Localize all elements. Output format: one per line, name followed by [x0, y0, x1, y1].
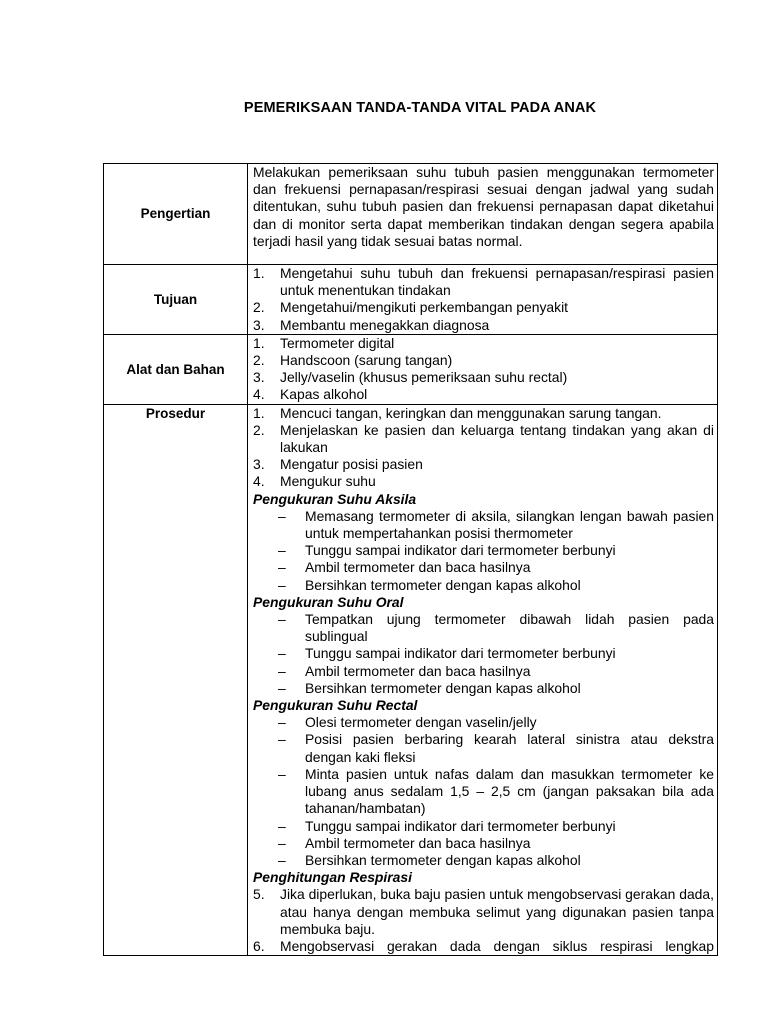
- list-item: – Tunggu sampai indikator dari termometer berbunyi: [278, 817, 616, 834]
- list-item: – Tunggu sampai indikator dari termometer berbunyi: [278, 645, 616, 662]
- list-item: 3. Mengatur posisi pasien: [253, 456, 423, 473]
- list-item: – Olesi termometer dengan vaselin/jelly: [278, 714, 537, 731]
- label-pengertian: Pengertian: [104, 164, 248, 265]
- list-item: 3. Membantu menegakkan diagnosa: [253, 316, 490, 333]
- tujuan-list: [253, 265, 714, 334]
- alat-list: [253, 335, 714, 404]
- label-prosedur: Prosedur: [104, 404, 248, 956]
- row-prosedur: [104, 404, 718, 956]
- list-item: – Bersihkan termometer dengan kapas alkohol: [278, 851, 581, 868]
- prosedur-steps: [253, 405, 714, 491]
- list-item: 3. Jelly/vaselin (khusus pemeriksaan suhu rectal): [253, 369, 568, 386]
- list-item: 5. Jika diperlukan, buka baju pasien untuk mengobservasi gerakan dada, atau hanya dengan membuka selimut yang digunakan pasien tanpa membuka baju.: [253, 886, 714, 937]
- list-item: 2. Menjelaskan ke pasien dan keluarga tentang tindakan yang akan di lakukan: [253, 421, 714, 456]
- heading-suhu-rectal: Pengukuran Suhu Rectal: [253, 697, 418, 714]
- list-item: 1. Termometer digital: [253, 334, 395, 351]
- list-item: – Memasang termometer di aksila, silangkan lengan bawah pasien untuk mempertahankan posisi thermometer: [278, 507, 714, 542]
- list-item: – Ambil termometer dan baca hasilnya: [278, 662, 531, 679]
- heading-suhu-oral: Pengukuran Suhu Oral: [253, 593, 404, 610]
- label-alat-bahan: Alat dan Bahan: [104, 334, 248, 404]
- procedure-table: [103, 163, 718, 956]
- list-item: 6. Mengobservasi gerakan dada dengan siklus respirasi lengkap: [253, 937, 714, 954]
- list-item: – Ambil termometer dan baca hasilnya: [278, 559, 531, 576]
- row-pengertian: [104, 164, 718, 265]
- document-title: PEMERIKSAAN TANDA-TANDA VITAL PADA ANAK: [243, 100, 597, 116]
- list-item: – Tunggu sampai indikator dari termometer berbunyi: [278, 542, 616, 559]
- oral-list: [253, 611, 714, 697]
- aksila-list: [253, 508, 714, 594]
- heading-penghitungan-respirasi: Penghitungan Respirasi: [253, 869, 412, 886]
- row-alat-bahan: [104, 334, 718, 404]
- list-item: – Minta pasien untuk nafas dalam dan masukkan termometer ke lubang anus sedalam 1,5 – 2,5 cm (jangan paksakan bila ada tahanan/hambatan): [278, 765, 714, 817]
- list-item: – Bersihkan termometer dengan kapas alkohol: [278, 679, 581, 696]
- pengertian-text: Melakukan pemeriksaan suhu tubuh pasien menggunakan termometer dan frekuensi pernapasan/respirasi sesuai dengan jadwal yang sudah ditentukan, suhu tubuh pasien dan frekuensi pernapasan dapat diketahui dan di monitor serta dapat memberikan tindakan dengan segera apabila terjadi hasil yang tidak sesuai batas normal.: [248, 164, 718, 265]
- row-tujuan: [104, 265, 718, 335]
- heading-suhu-aksila: Pengukuran Suhu Aksila: [253, 490, 417, 507]
- respirasi-steps: [253, 886, 714, 955]
- list-item: 1. Mencuci tangan, keringkan dan menggunakan sarung tangan.: [253, 404, 662, 421]
- list-item: – Posisi pasien berbaring kearah lateral sinistra atau dekstra dengan kaki fleksi: [278, 731, 714, 765]
- list-item: 2. Handscoon (sarung tangan): [253, 352, 453, 369]
- list-item: – Ambil termometer dan baca hasilnya: [278, 834, 531, 851]
- list-item: 2. Mengetahui/mengikuti perkembangan penyakit: [253, 299, 569, 316]
- list-item: – Bersihkan termometer dengan kapas alkohol: [278, 576, 581, 593]
- list-item: – Tempatkan ujung termometer dibawah lidah pasien pada sublingual: [278, 611, 714, 645]
- list-item: 4. Kapas alkohol: [253, 386, 368, 403]
- list-item: 4. Mengukur suhu: [253, 473, 376, 490]
- list-item: 1. Mengetahui suhu tubuh dan frekuensi pernapasan/respirasi pasien untuk menentukan tindakan: [253, 265, 714, 299]
- label-tujuan: Tujuan: [104, 265, 248, 335]
- rectal-list: [253, 714, 714, 869]
